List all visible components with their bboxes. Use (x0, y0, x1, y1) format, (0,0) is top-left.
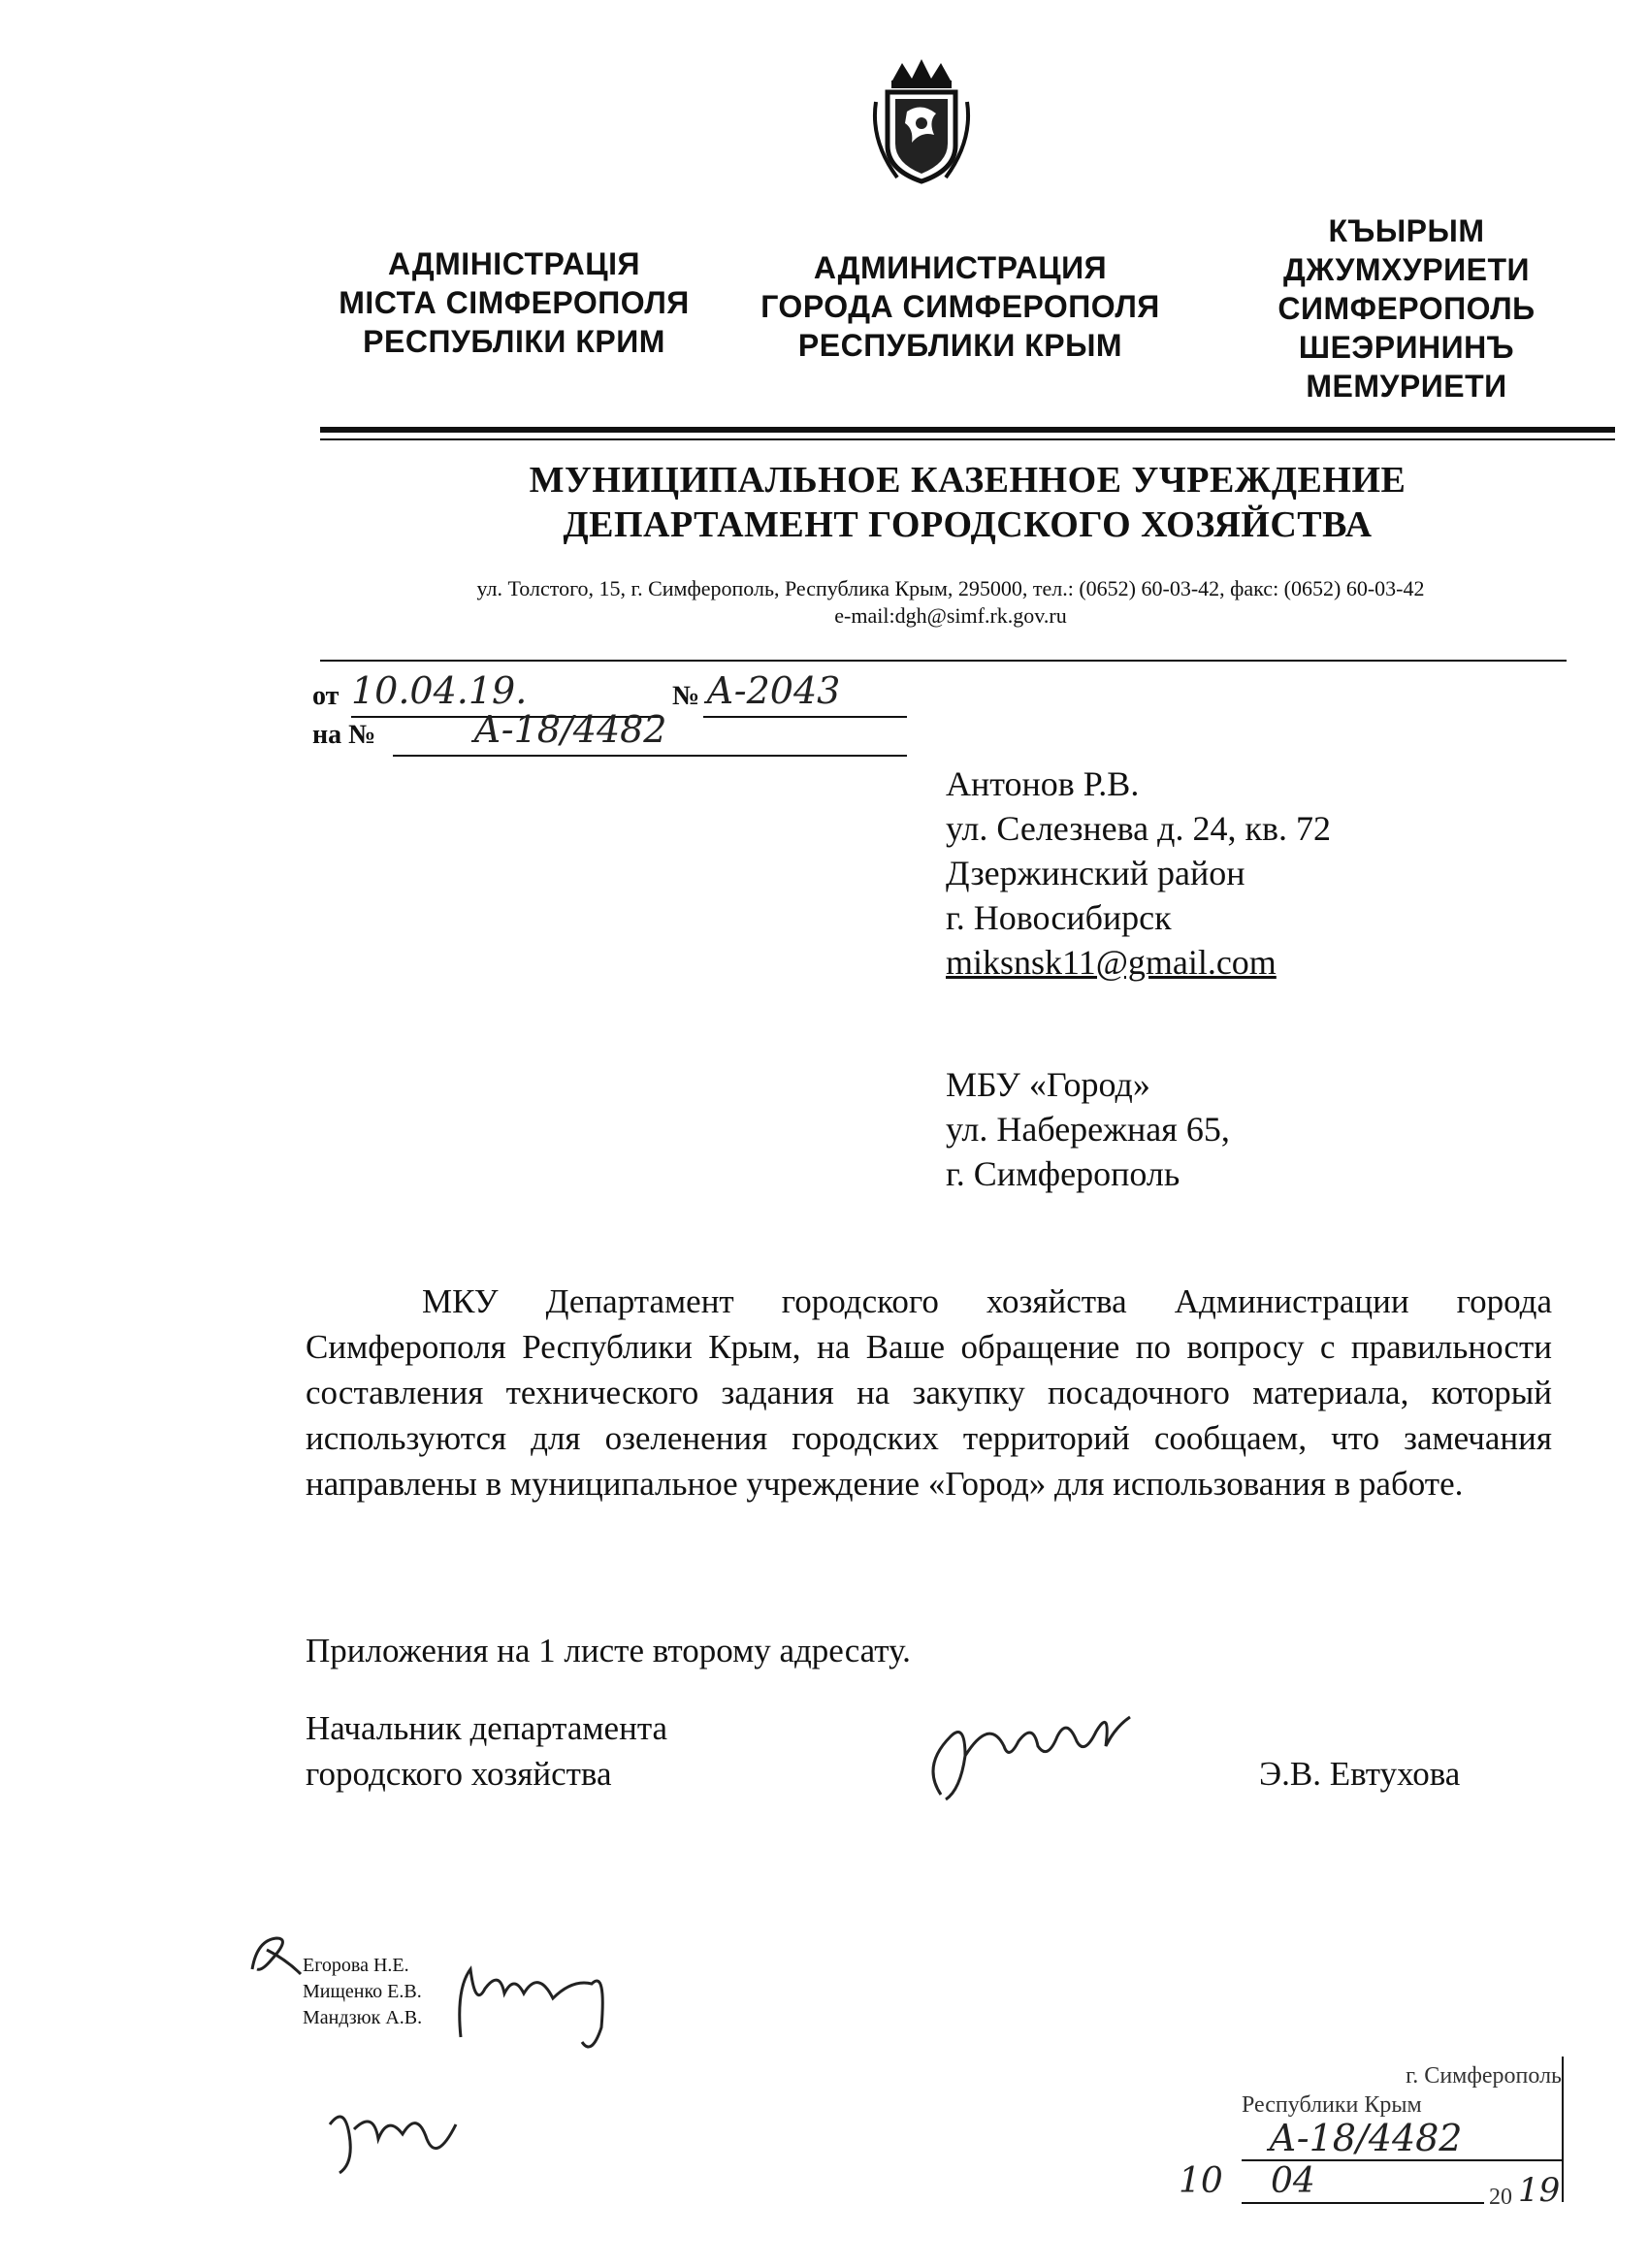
executor-signature-2 (320, 2086, 485, 2183)
signature-name: Э.В. Евтухова (1259, 1755, 1461, 1793)
organization-line: МУНИЦИПАЛЬНОЕ КАЗЕННОЕ УЧРЕЖДЕНИЕ (529, 460, 1406, 501)
attachment-note: Приложения на 1 листе второму адресату. (306, 1632, 911, 1669)
recipient-line: ул. Селезнева д. 24, кв. 72 (946, 809, 1331, 848)
organization-line: ДЕПАРТАМЕНТ ГОРОДСКОГО ХОЗЯЙСТВА (563, 504, 1373, 545)
reg-number: А-2043 (706, 669, 841, 712)
header-ru (737, 248, 1183, 365)
handwritten-signature (912, 1698, 1164, 1814)
header-rule-thin (320, 438, 1615, 440)
header-crh-line: ДЖУМХУРИЕТИ (1282, 252, 1531, 287)
organization-address-block (320, 575, 1581, 630)
reg-from-label: от (312, 681, 340, 711)
executor-signature-1 (446, 1950, 640, 2066)
reg-ref-number: А-18/4482 (473, 708, 667, 751)
reg-number-label: № (672, 681, 700, 711)
recipient-line: г. Симферополь (946, 1154, 1180, 1193)
organization-email: e-mail:dgh@simf.rk.gov.ru (834, 603, 1067, 628)
header-crh (1251, 211, 1562, 405)
recipient-line: Антонов Р.В. (946, 764, 1140, 803)
executors-list (303, 1953, 422, 2031)
reg-ref-line (393, 755, 907, 757)
header-ua-line: РЕСПУБЛІКИ КРИМ (363, 324, 665, 359)
executor-initial-mark (247, 1930, 306, 1979)
header-crh-line: ШЕЭРИНИНЪ (1298, 330, 1515, 365)
executor-name: Егорова Н.Е. (303, 1955, 409, 1976)
recipient-email: miksnsk11@gmail.com (946, 943, 1277, 982)
letter-body (306, 1279, 1552, 1507)
executor-name: Мандзюк А.В. (303, 2007, 423, 2028)
executor-name: Мищенко Е.В. (303, 1981, 422, 2002)
coat-of-arms-emblem (868, 53, 975, 189)
reg-date: 10.04.19. (351, 669, 528, 712)
signature-position-line: Начальник департамента (306, 1709, 668, 1747)
header-ru-line: РЕСПУБЛИКИ КРЫМ (797, 328, 1123, 363)
stamp-day: 10 (1179, 2161, 1223, 2201)
header-ua-line: АДМІНІСТРАЦІЯ (388, 246, 640, 281)
stamp-number: А-18/4482 (1269, 2117, 1463, 2159)
stamp-year-prefix: 20 (1489, 2185, 1512, 2210)
recipient-line: ул. Набережная 65, (946, 1110, 1230, 1149)
stamp-republic: Республики Крым (1242, 2092, 1422, 2118)
organization-name (320, 458, 1615, 547)
signature-position-line: городского хозяйства (306, 1755, 612, 1793)
header-ru-line: ГОРОДА СИМФЕРОПОЛЯ (760, 289, 1160, 324)
stamp-date-line (1242, 2202, 1484, 2204)
header-crh-line: МЕМУРИЕТИ (1306, 369, 1507, 404)
reg-ref-label: на № (312, 720, 376, 750)
recipient-line: г. Новосибирск (946, 898, 1172, 937)
letter-body-paragraph: МКУ Департамент городского хозяйства Администрации города Симферополя Республики Крым, на Ваше обращение по вопросу с правильности составления технического задания на закупку посадочного материала, который используются для озеленения городских территорий сообщаем, что замечания направлены в муниципальное учреждение «Город» для использования в работе. (306, 1282, 1552, 1503)
stamp-year-suffix: 19 (1518, 2171, 1561, 2210)
address-rule (320, 660, 1567, 662)
header-crh-line: СИМФЕРОПОЛЬ (1277, 291, 1536, 326)
stamp-month: 04 (1271, 2161, 1315, 2201)
recipient-2 (946, 1062, 1230, 1196)
recipient-1 (946, 761, 1331, 985)
reg-number-line (703, 716, 907, 718)
header-ua (310, 244, 718, 361)
recipient-line: МБУ «Город» (946, 1065, 1150, 1104)
header-ru-line: АДМИНИСТРАЦИЯ (813, 250, 1108, 285)
stamp-border (1562, 2057, 1564, 2202)
recipient-line: Дзержинский район (946, 854, 1245, 892)
organization-address: ул. Толстого, 15, г. Симферополь, Республика Крым, 295000, тел.: (0652) 60-03-42, факс: (0652) 60-03-42 (476, 576, 1425, 600)
header-rule-thick (320, 427, 1615, 433)
stamp-city: г. Симферополь (1406, 2063, 1562, 2089)
signature-position (306, 1705, 667, 1797)
header-crh-line: КЪЫРЫМ (1328, 213, 1485, 248)
header-ua-line: МІСТА СІМФЕРОПОЛЯ (339, 285, 690, 320)
